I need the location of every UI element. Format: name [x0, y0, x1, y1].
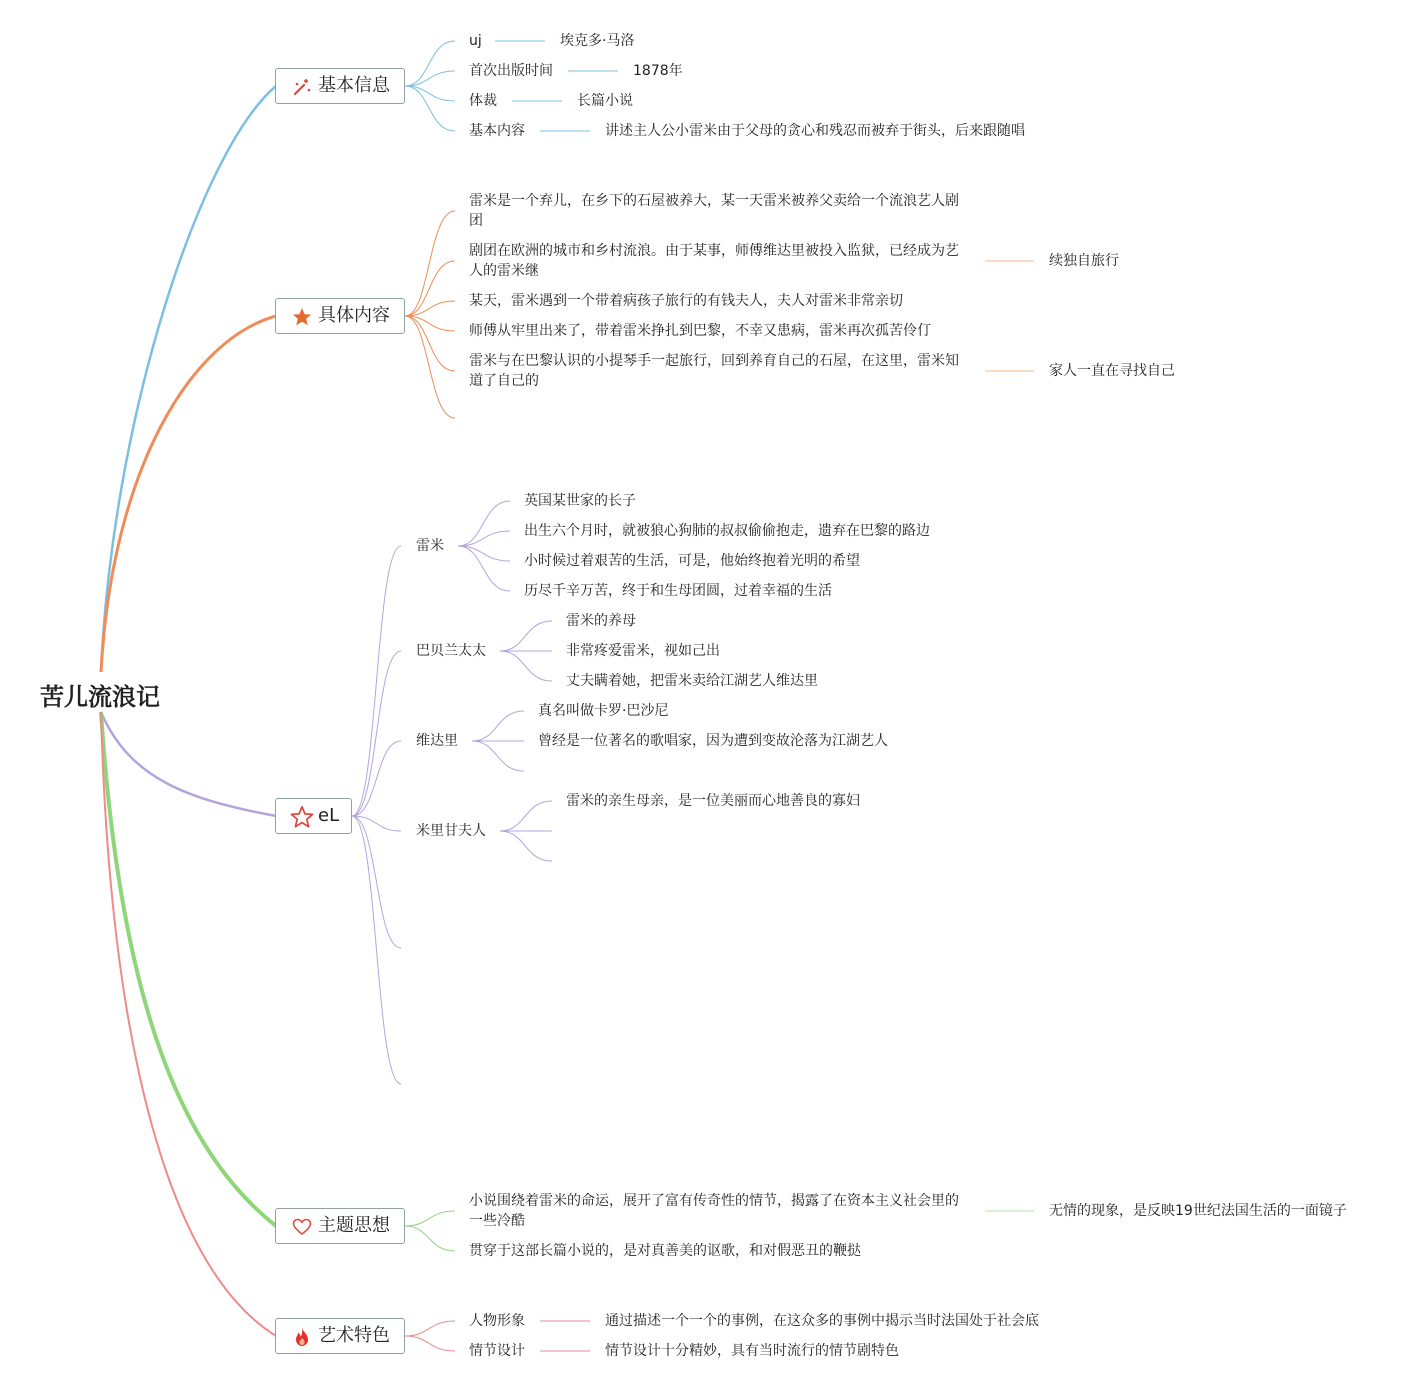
- star-outline-icon: [290, 805, 314, 829]
- art-item-value[interactable]: 通过描述一个一个的事例，在这众多的事例中揭示当时法国处于社会底: [605, 1313, 1039, 1329]
- connector-root-content: [101, 316, 276, 672]
- content-item-continuation[interactable]: 家人一直在寻找自己: [1049, 363, 1175, 379]
- branch-basic-info[interactable]: [275, 68, 405, 104]
- content-item[interactable]: 某天，雷米遇到一个带着病孩子旅行的有钱夫人，夫人对雷米非常亲切: [469, 293, 903, 309]
- star-filled-icon: [292, 307, 312, 327]
- content-item-continuation[interactable]: 续独自旅行: [1049, 253, 1119, 269]
- basic-item-label[interactable]: 体裁: [469, 93, 497, 109]
- character-name[interactable]: 米里甘夫人: [416, 823, 486, 839]
- character-detail[interactable]: 非常疼爱雷米，视如己出: [566, 643, 720, 659]
- character-name[interactable]: 雷米: [416, 538, 444, 554]
- art-item-label[interactable]: 人物形象: [469, 1313, 525, 1329]
- branch-theme[interactable]: [275, 1208, 405, 1244]
- theme-item-continuation[interactable]: 无情的现象，是反映19世纪法国生活的一面镜子: [1049, 1203, 1347, 1219]
- basic-item-value[interactable]: 讲述主人公小雷米由于父母的贪心和残忍而被弃于街头，后来跟随唱: [605, 123, 1025, 139]
- branch-art-label: 艺术特色: [318, 1325, 390, 1346]
- character-name[interactable]: 巴贝兰太太: [416, 643, 486, 659]
- connector-root-art: [101, 712, 276, 1336]
- branch-art[interactable]: [275, 1318, 405, 1354]
- basic-item-value[interactable]: 埃克多·马洛: [560, 33, 635, 49]
- magic-wand-icon: [292, 77, 312, 97]
- branch-content-label: 具体内容: [318, 305, 390, 326]
- content-item[interactable]: 雷米与在巴黎认识的小提琴手一起旅行，回到养育自己的石屋，在这里，雷米知道了自己的: [469, 353, 959, 389]
- character-detail[interactable]: 雷米的亲生母亲，是一位美丽而心地善良的寡妇: [566, 793, 860, 809]
- basic-item-value[interactable]: 1878年: [633, 63, 683, 79]
- root-topic[interactable]: 苦儿流浪记: [40, 683, 160, 711]
- content-item[interactable]: 剧团在欧洲的城市和乡村流浪。由于某事，师傅维达里被投入监狱，已经成为艺人的雷米继: [469, 243, 959, 279]
- content-item[interactable]: 师傅从牢里出来了，带着雷米挣扎到巴黎，不幸又患病，雷米再次孤苦伶仃: [469, 323, 931, 339]
- branch-theme-label: 主题思想: [318, 1215, 390, 1236]
- branch-characters[interactable]: [275, 798, 352, 834]
- heart-icon: [292, 1217, 312, 1237]
- fire-icon: [292, 1327, 312, 1347]
- character-detail[interactable]: 出生六个月时，就被狼心狗肺的叔叔偷偷抱走，遗弃在巴黎的路边: [524, 523, 930, 539]
- connector-root-characters: [101, 712, 276, 816]
- character-detail[interactable]: 真名叫做卡罗·巴沙尼: [538, 703, 669, 719]
- content-item[interactable]: 雷米是一个弃儿，在乡下的石屋被养大，某一天雷米被养父卖给一个流浪艺人剧团: [469, 193, 959, 229]
- basic-item-label[interactable]: uj: [469, 33, 482, 49]
- character-detail[interactable]: 丈夫瞒着她，把雷米卖给江湖艺人维达里: [566, 673, 818, 689]
- connector-root-basic: [101, 86, 276, 672]
- branch-characters-label: eL: [318, 805, 340, 826]
- basic-item-label[interactable]: 基本内容: [469, 123, 525, 139]
- connector-root-theme: [101, 712, 276, 1226]
- art-item-label[interactable]: 情节设计: [469, 1343, 525, 1359]
- branch-basic-info-label: 基本信息: [318, 75, 390, 96]
- theme-item[interactable]: 小说围绕着雷米的命运，展开了富有传奇性的情节，揭露了在资本主义社会里的一些冷酷: [469, 1193, 959, 1229]
- character-detail[interactable]: 曾经是一位著名的歌唱家，因为遭到变故沦落为江湖艺人: [538, 733, 888, 749]
- basic-item-label[interactable]: 首次出版时间: [469, 63, 553, 79]
- branch-content[interactable]: [275, 298, 405, 334]
- character-name[interactable]: 维达里: [416, 733, 458, 749]
- character-detail[interactable]: 历尽千辛万苦，终于和生母团圆，过着幸福的生活: [524, 583, 832, 599]
- art-item-value[interactable]: 情节设计十分精妙，具有当时流行的情节剧特色: [605, 1343, 899, 1359]
- character-detail[interactable]: 雷米的养母: [566, 613, 636, 629]
- character-detail[interactable]: 英国某世家的长子: [524, 493, 636, 509]
- basic-item-value[interactable]: 长篇小说: [577, 93, 633, 109]
- theme-item[interactable]: 贯穿于这部长篇小说的，是对真善美的讴歌，和对假恶丑的鞭挞: [469, 1243, 861, 1259]
- character-detail[interactable]: 小时候过着艰苦的生活，可是，他始终抱着光明的希望: [524, 553, 860, 569]
